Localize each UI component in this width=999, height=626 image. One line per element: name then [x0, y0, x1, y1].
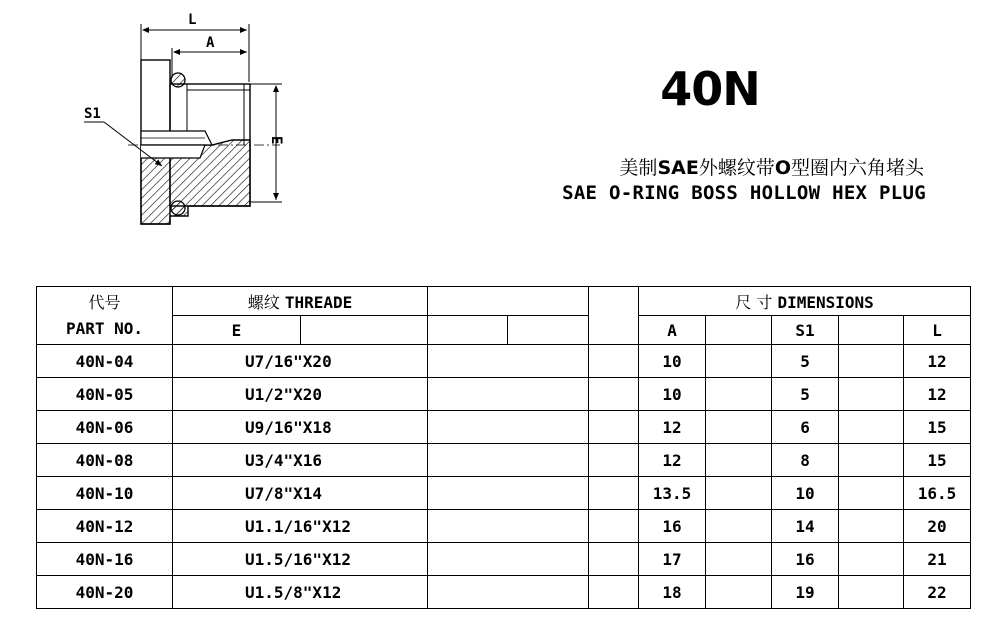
empty-cell [839, 411, 904, 444]
s1-cell: 8 [772, 444, 839, 477]
dimensions-header: 尺 寸 DIMENSIONS [639, 287, 971, 316]
empty-cell [589, 543, 639, 576]
empty-cell [839, 477, 904, 510]
empty-header-cell [589, 287, 639, 345]
empty-cell [706, 576, 772, 609]
part-no-cell: 40N-08 [37, 444, 173, 477]
thread-header: 螺纹 THREADE [173, 287, 428, 316]
thread-cell: U9/16"X18 [173, 411, 428, 444]
table-row [37, 345, 971, 378]
empty-cell [428, 510, 589, 543]
s1-cell: 10 [772, 477, 839, 510]
table-row [37, 510, 971, 543]
thread-cell: U1.5/8"X12 [173, 576, 428, 609]
dim-label-L: L [188, 12, 197, 28]
empty-cell [428, 444, 589, 477]
empty-cell [589, 411, 639, 444]
l-cell: 16.5 [904, 477, 971, 510]
part-no-cell: 40N-06 [37, 411, 173, 444]
thread-cell: U1.5/16"X12 [173, 543, 428, 576]
empty-header-cell [428, 287, 589, 316]
spec-table [36, 286, 971, 609]
a-header: A [639, 316, 706, 345]
part-no-cell: 40N-10 [37, 477, 173, 510]
table-row [37, 543, 971, 576]
l-header: L [904, 316, 971, 345]
s1-header: S1 [772, 316, 839, 345]
empty-cell [428, 378, 589, 411]
part-no-cell: 40N-16 [37, 543, 173, 576]
table-row [37, 576, 971, 609]
l-cell: 20 [904, 510, 971, 543]
s1-cell: 19 [772, 576, 839, 609]
title-chinese: 美制SAE外螺纹带O型圈内六角堵头 [619, 157, 924, 179]
empty-cell [839, 510, 904, 543]
l-cell: 15 [904, 444, 971, 477]
empty-cell [839, 378, 904, 411]
s1-cell: 14 [772, 510, 839, 543]
a-cell: 13.5 [639, 477, 706, 510]
empty-cell [706, 411, 772, 444]
table-row [37, 378, 971, 411]
empty-cell [428, 345, 589, 378]
empty-cell [706, 543, 772, 576]
l-cell: 21 [904, 543, 971, 576]
empty-cell [589, 477, 639, 510]
thread-cell: U7/8"X14 [173, 477, 428, 510]
part-no-cell: 40N-20 [37, 576, 173, 609]
s1-cell: 6 [772, 411, 839, 444]
a-cell: 18 [639, 576, 706, 609]
empty-cell [706, 444, 772, 477]
table-row [37, 444, 971, 477]
empty-cell [428, 543, 589, 576]
empty-cell [839, 345, 904, 378]
a-cell: 16 [639, 510, 706, 543]
part-no-cell: 40N-12 [37, 510, 173, 543]
empty-cell [589, 378, 639, 411]
a-cell: 12 [639, 444, 706, 477]
part-no-cell: 40N-04 [37, 345, 173, 378]
empty-cell [589, 444, 639, 477]
empty-cell [428, 411, 589, 444]
table-header-row-2 [37, 316, 971, 345]
dim-label-E: E [268, 136, 284, 145]
thread-cell: U7/16"X20 [173, 345, 428, 378]
empty-header-cell [301, 316, 428, 345]
empty-cell [428, 576, 589, 609]
empty-cell [706, 378, 772, 411]
part-no-header: 代号 PART NO. [37, 287, 173, 345]
e-header: E [173, 316, 301, 345]
empty-cell [428, 477, 589, 510]
empty-cell [839, 576, 904, 609]
a-cell: 17 [639, 543, 706, 576]
empty-header-cell [706, 316, 772, 345]
empty-header-cell [508, 316, 589, 345]
thread-cell: U1/2"X20 [173, 378, 428, 411]
product-code: 40N [660, 62, 760, 116]
a-cell: 10 [639, 378, 706, 411]
s1-cell: 5 [772, 378, 839, 411]
table-row [37, 477, 971, 510]
empty-cell [839, 543, 904, 576]
plug-cross-section-drawing [0, 0, 300, 240]
l-cell: 22 [904, 576, 971, 609]
empty-cell [706, 510, 772, 543]
a-cell: 10 [639, 345, 706, 378]
s1-cell: 5 [772, 345, 839, 378]
empty-cell [839, 444, 904, 477]
empty-header-cell [839, 316, 904, 345]
table-header-row-1 [37, 287, 971, 316]
empty-cell [706, 477, 772, 510]
empty-cell [706, 345, 772, 378]
a-cell: 12 [639, 411, 706, 444]
table-row [37, 411, 971, 444]
l-cell: 12 [904, 378, 971, 411]
empty-cell [589, 510, 639, 543]
dim-label-A: A [206, 35, 215, 51]
s1-cell: 16 [772, 543, 839, 576]
l-cell: 12 [904, 345, 971, 378]
thread-cell: U3/4"X16 [173, 444, 428, 477]
thread-cell: U1.1/16"X12 [173, 510, 428, 543]
dim-label-S1: S1 [84, 106, 101, 122]
l-cell: 15 [904, 411, 971, 444]
empty-header-cell [428, 316, 508, 345]
part-no-cell: 40N-05 [37, 378, 173, 411]
empty-cell [589, 345, 639, 378]
title-english: SAE O-RING BOSS HOLLOW HEX PLUG [562, 182, 926, 204]
empty-cell [589, 576, 639, 609]
